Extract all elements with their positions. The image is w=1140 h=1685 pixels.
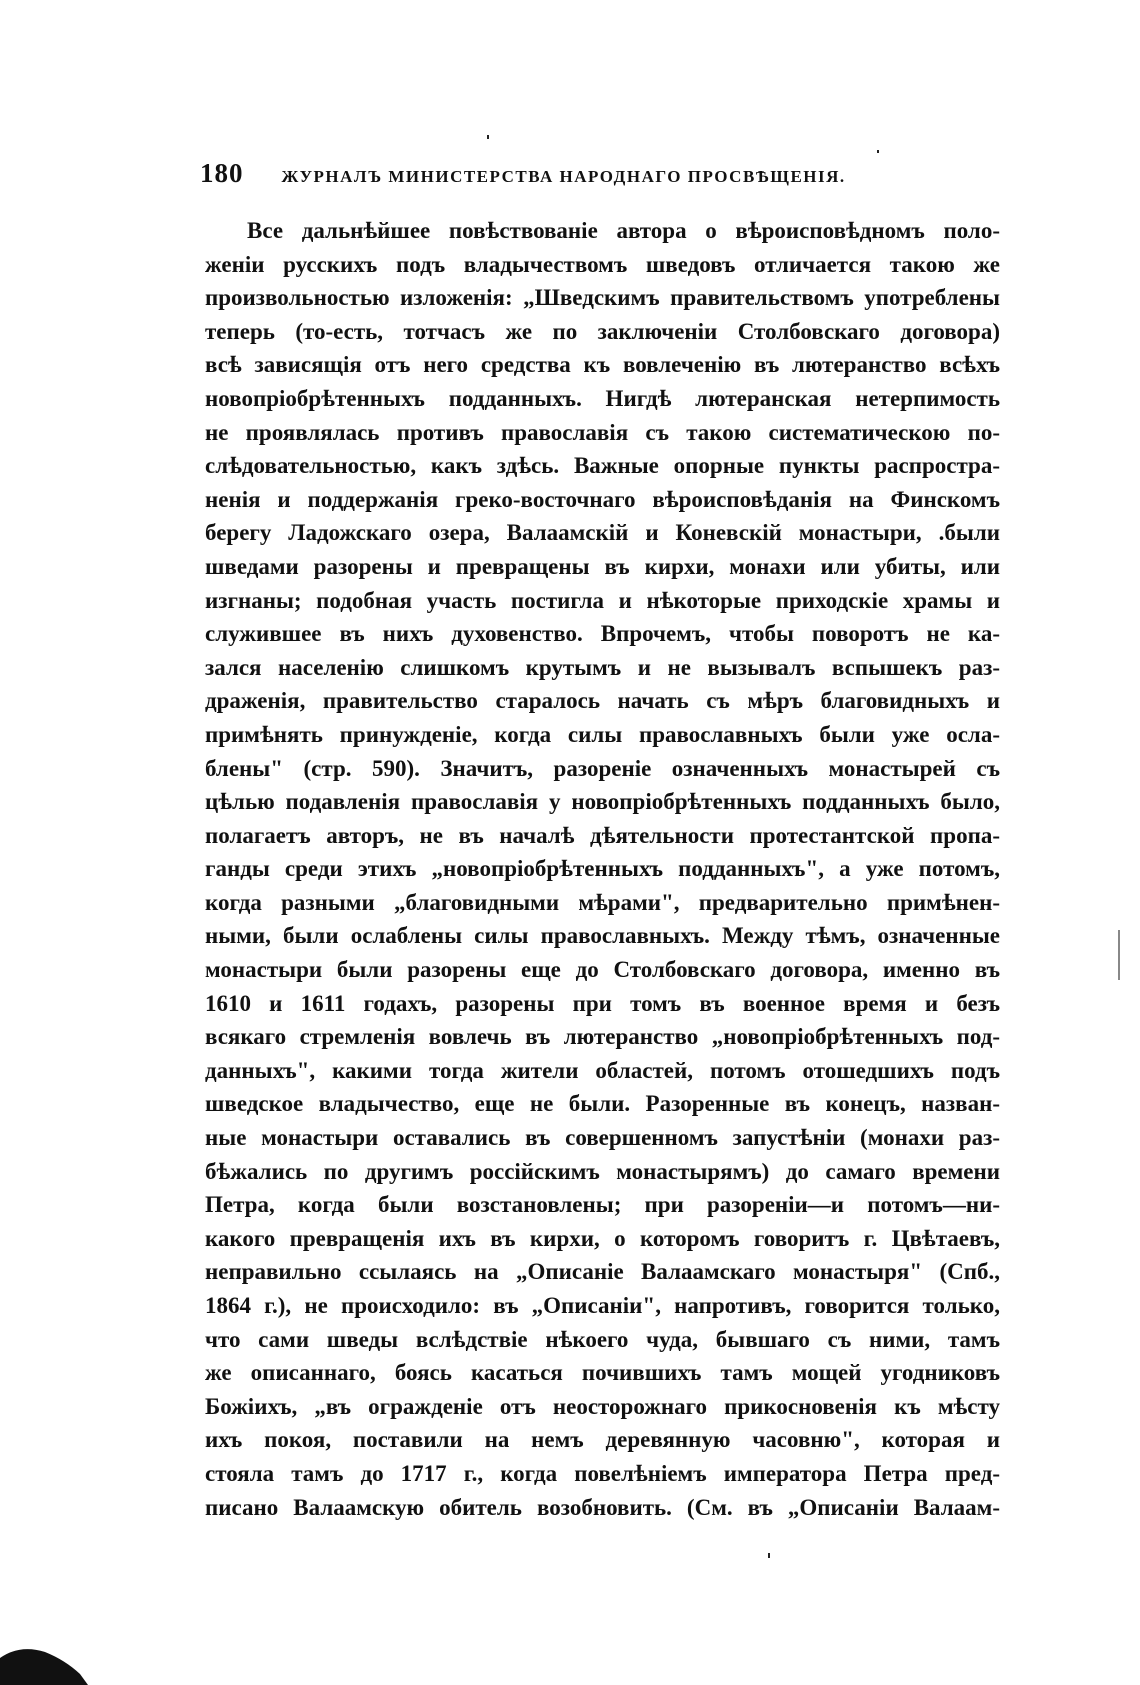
scan-edge-shadow-icon [0,1630,90,1685]
text-line: зался населенію слишкомъ крутымъ и не вызывалъ вспышекъ раз- [205,654,1000,680]
text-line: слѣдовательностью, какъ здѣсь. Важные опорные пункты распростра- [205,453,1000,479]
text-line: когда разными „благовидными мѣрами", предварительно примѣнен- [205,889,1000,915]
text-line: что сами шведы вслѣдствіе нѣкоего чуда, бывшаго съ ними, тамъ [205,1326,1000,1352]
text-line: 1864 г.), не происходило: въ „Описаніи", напротивъ, говорится только, [205,1293,1000,1318]
page-number: 180 [200,158,244,188]
text-line: изгнаны; подобная участь постигла и нѣкоторые приходскіе храмы и [205,587,1000,613]
text-line: ихъ покоя, поставили на немъ деревянную часовню", которая и [205,1427,1000,1453]
text-line: драженія, правительство старалось начать съ мѣръ благовидныхъ и [205,688,1000,714]
text-line: Божіихъ, „въ огражденіе отъ неосторожнаго прикосновенія къ мѣсту [205,1393,1000,1419]
text-line: служившее въ нихъ духовенство. Впрочемъ, чтобы поворотъ не ка- [205,621,1000,647]
text-line: полагаетъ авторъ, не въ началѣ дѣятельности протестантской пропа- [205,822,1000,848]
text-line: шведское владычество, еще не были. Разоренные въ конецъ, назван- [205,1091,1000,1117]
scan-speck [768,1553,770,1558]
text-line: берегу Ладожскаго озера, Валаамскій и Коневскій монастыри, .были [205,520,1000,546]
text-line: всѣ зависящія отъ него средства къ вовлеченію въ лютеранство всѣхъ [205,352,1000,378]
body-text [205,214,1000,1524]
text-line: монастыри были разорены еще до Столбовскаго договора, именно въ [205,957,1000,983]
text-line: ными, были ослаблены силы православныхъ. Между тѣмъ, означенные [205,923,1000,949]
text-line: новопріобрѣтенныхъ подданныхъ. Нигдѣ лютеранская нетерпимость [205,385,1000,411]
page-header [200,158,1000,194]
text-line: бѣжались по другимъ россійскимъ монастырямъ) до самаго времени [205,1158,1000,1184]
text-line: данныхъ", какими тогда жители областей, потомъ отошедшихъ подъ [205,1057,1000,1083]
text-line: произвольностью изложенія: „Шведскимъ правительствомъ употреблены [205,285,1000,311]
text-line: ные монастыри оставались въ совершенномъ запустѣніи (монахи раз- [205,1125,1000,1151]
text-line: женіи русскихъ подъ владычествомъ шведовъ отличается такою же [205,251,1000,277]
scan-speck [487,135,489,139]
text-line: цѣлью подавленія православія у новопріобрѣтенныхъ подданныхъ было, [205,789,1000,815]
text-line: писано Валаамскую обитель возобновить. (См. въ „Описаніи Валаам- [205,1494,1000,1520]
text-line: шведами разорены и превращены въ кирхи, монахи или убиты, или [205,553,1000,579]
text-line: Все дальнѣйшее повѣствованіе автора о вѣроисповѣдномъ поло- [247,218,1000,243]
text-line: всякаго стремленія вовлечь въ лютеранство „новопріобрѣтенныхъ под- [205,1024,1000,1050]
running-title: ЖУРНАЛЪ МИНИСТЕРСТВА НАРОДНАГО ПРОСВѢЩЕНІЯ. [281,167,846,186]
text-line: не проявлялась противъ православія съ такою систематическою по- [205,419,1000,445]
text-line: же описаннаго, боясь касаться почившихъ тамъ мощей угодниковъ [205,1360,1000,1386]
text-line: примѣнять принужденіе, когда силы православныхъ были уже осла- [205,721,1000,747]
scan-speck [877,150,879,153]
scan-speck [1118,930,1120,980]
text-line: неправильно ссылаясь на „Описаніе Валаамскаго монастыря" (Спб., [205,1259,1000,1285]
text-line: какого превращенія ихъ въ кирхи, о которомъ говоритъ г. Цвѣтаевъ, [205,1225,1000,1251]
text-line: 1610 и 1611 годахъ, разорены при томъ въ военное время и безъ [205,990,1000,1016]
text-line: Петра, когда были возстановлены; при разореніи—и потомъ—ни- [205,1192,1000,1218]
text-line: ненія и поддержанія греко-восточнаго вѣроисповѣданія на Финскомъ [205,486,1000,512]
text-line: стояла тамъ до 1717 г., когда повелѣніемъ императора Петра пред- [205,1460,1000,1486]
text-line: блены" (стр. 590). Значитъ, разореніе означенныхъ монастырей съ [205,755,1000,781]
text-line: теперь (то-есть, тотчасъ же по заключеніи Столбовскаго договора) [205,318,1000,344]
text-line: ганды среди этихъ „новопріобрѣтенныхъ подданныхъ", а уже потомъ, [205,856,1000,882]
